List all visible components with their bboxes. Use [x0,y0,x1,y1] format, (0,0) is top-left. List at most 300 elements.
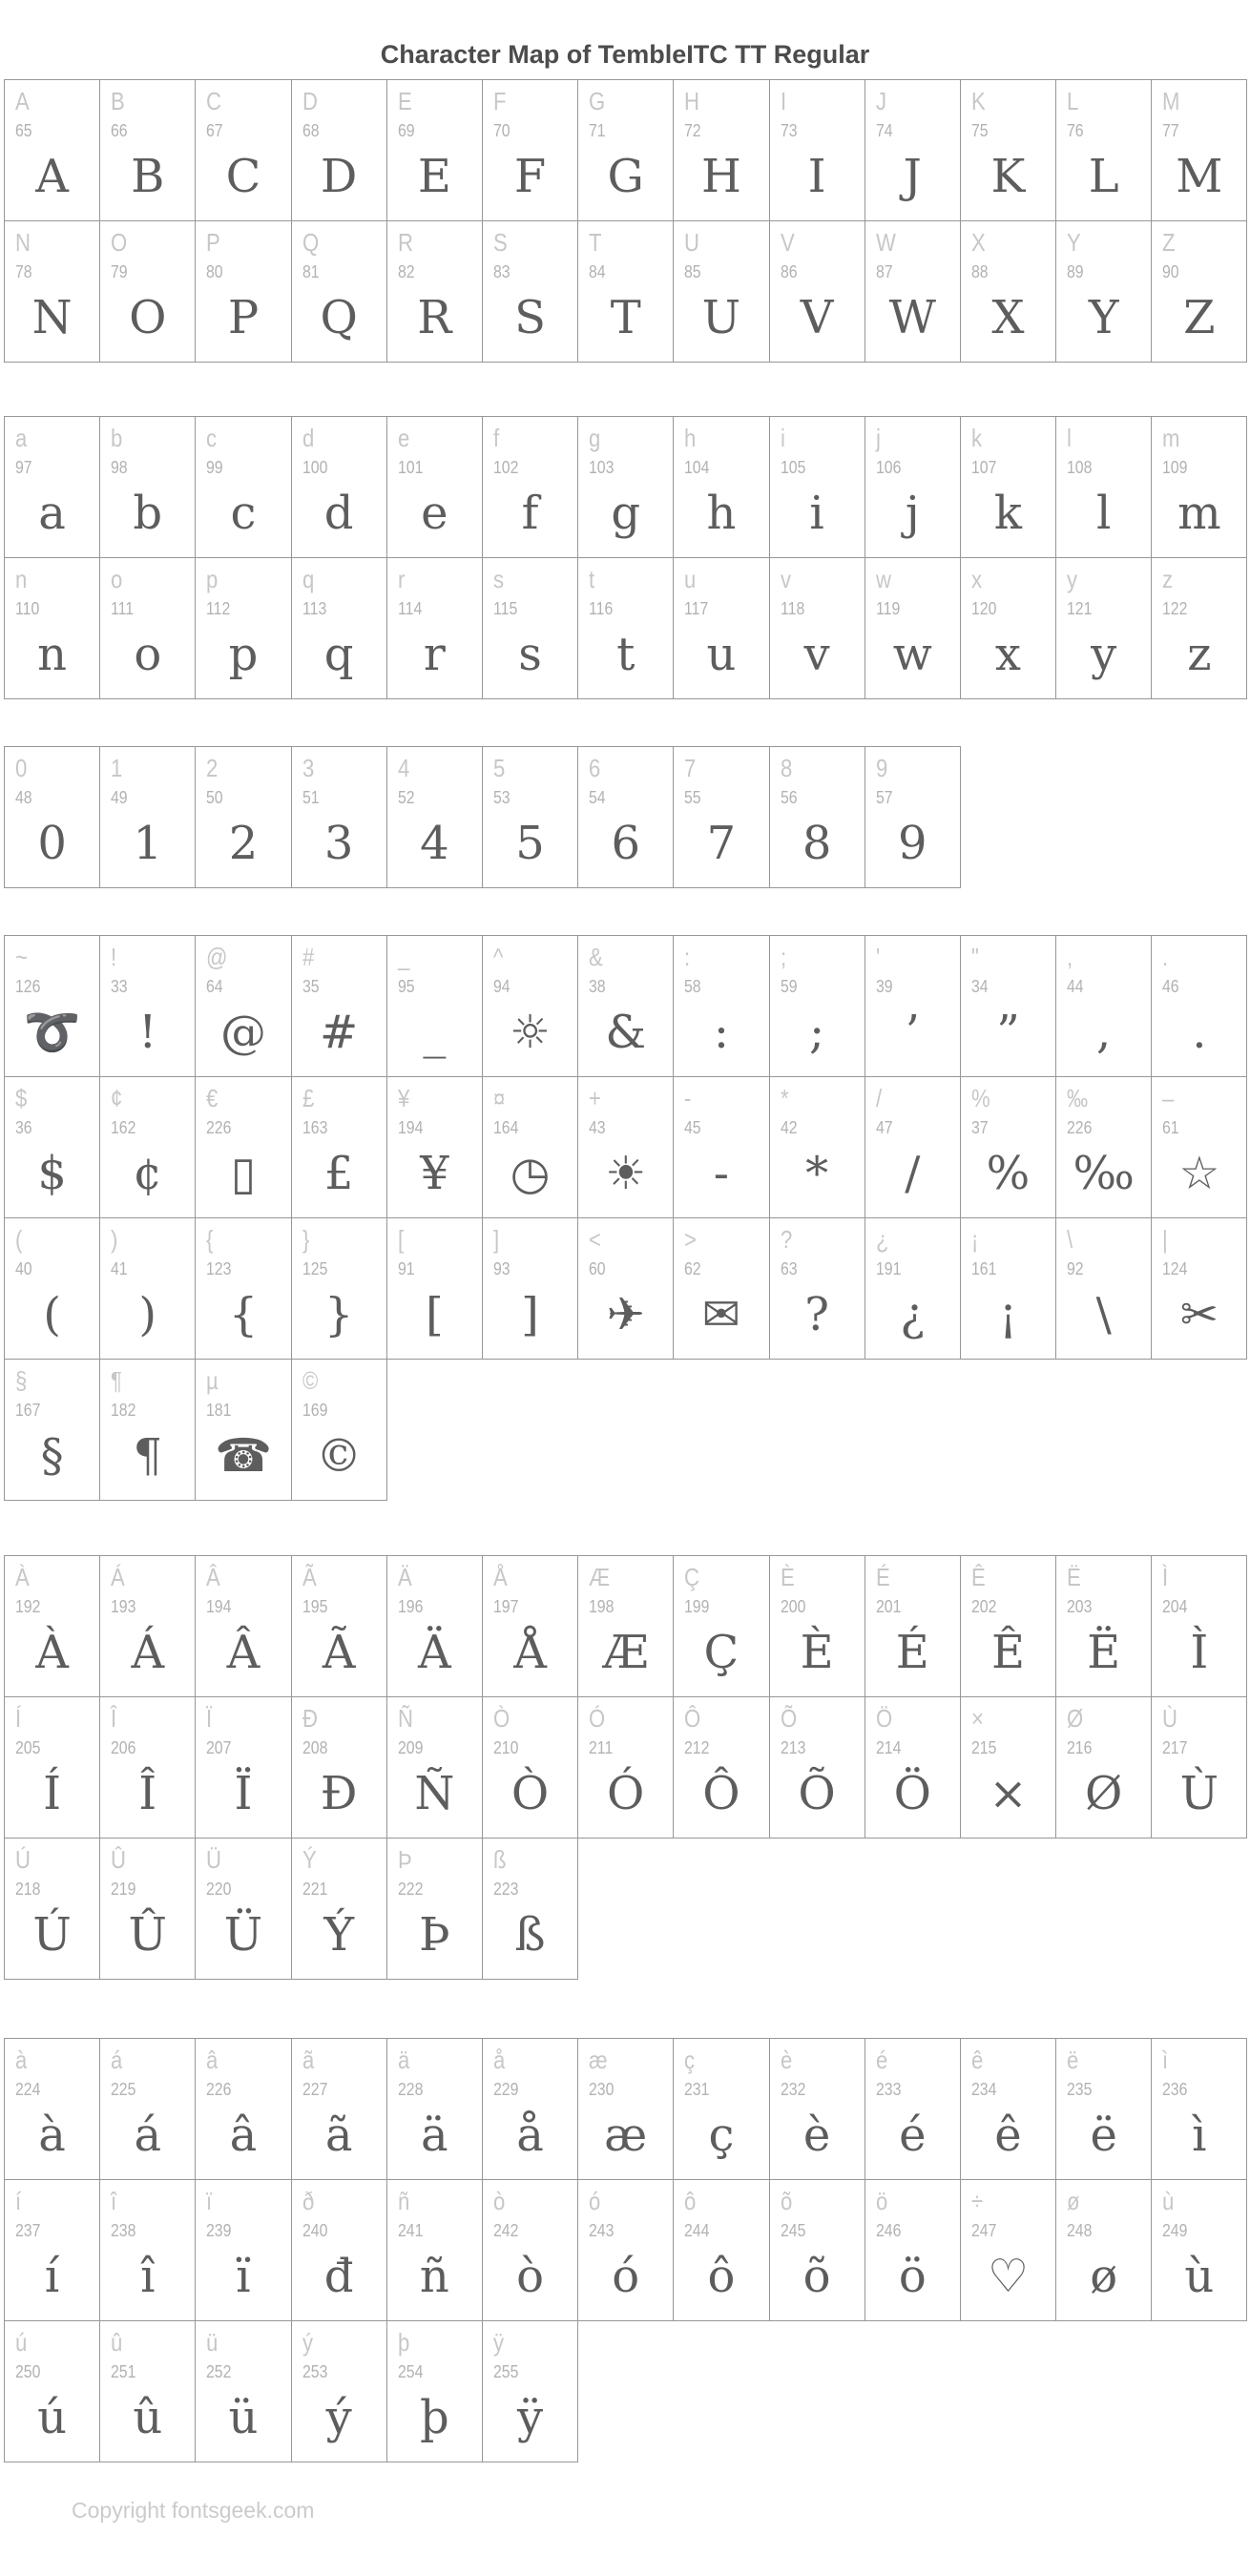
char-label: w [875,565,891,593]
char-glyph: ? [804,1287,829,1341]
char-cell [770,1697,865,1839]
char-glyph: v [803,627,830,681]
char-label: ô [684,2187,697,2215]
char-glyph: p [228,627,259,681]
char-glyph: î [140,2249,156,2303]
char-glyph: $ [37,1146,67,1200]
char-cell [5,80,100,221]
char-code: 93 [492,1259,510,1278]
char-glyph: ( [43,1287,61,1341]
char-cell [770,1556,865,1697]
char-glyph: % [986,1146,1031,1200]
char-glyph: M [1176,149,1223,203]
char-label: û [111,2328,123,2357]
char-cell [770,558,865,699]
char-glyph: ¢ [133,1146,163,1200]
char-cell [100,747,196,888]
char-glyph: i [809,486,824,540]
char-glyph: Ù [1179,1766,1219,1820]
char-cell [5,747,100,888]
char-cell [674,221,769,363]
char-label: j [875,424,881,452]
char-label: Å [492,1563,508,1591]
char-cell [578,747,674,888]
char-cell [1056,80,1152,221]
char-code: 226 [1067,1118,1093,1137]
char-glyph: K [990,149,1026,203]
char-glyph: Å [513,1625,547,1679]
char-glyph: S [514,290,546,344]
char-row [4,747,961,888]
char-cell [674,2039,769,2180]
char-code: 95 [397,977,415,996]
char-label: ß [492,1845,507,1874]
char-code: 37 [970,1118,989,1137]
char-label: Æ [589,1563,611,1591]
char-code: 236 [1162,2080,1188,2099]
char-glyph: A [35,149,69,203]
char-label: 9 [875,754,887,782]
char-label: ý [302,2328,313,2357]
char-label: / [875,1084,882,1112]
char-label: Ñ [397,1704,413,1733]
char-code: 120 [970,599,997,618]
char-code: 113 [302,599,326,618]
char-cell [292,1556,387,1697]
char-cell [674,417,769,558]
char-code: 210 [492,1738,519,1757]
char-label: ~ [15,943,28,971]
char-code: 163 [302,1118,328,1137]
char-label: 4 [397,754,410,782]
char-code: 105 [780,458,805,477]
char-cell [865,2039,961,2180]
char-glyph: X [991,290,1025,344]
char-row [4,80,1247,221]
char-cell [1152,558,1247,699]
char-label: e [397,424,410,452]
char-cell [483,1697,578,1839]
char-code: 114 [397,599,423,618]
char-code: 243 [589,2221,615,2240]
char-code: 76 [1067,121,1084,140]
char-glyph: 0 [37,816,67,870]
char-cell [5,1077,100,1218]
char-label: £ [302,1084,314,1112]
char-glyph: ß [514,1907,546,1962]
char-label: _ [397,943,410,971]
char-label: Ö [875,1704,892,1733]
char-label: o [111,565,123,593]
char-code: 104 [684,458,710,477]
char-cell [483,558,578,699]
char-cell [292,747,387,888]
char-row [4,2180,1247,2321]
char-label: n [15,565,28,593]
char-label: ÿ [492,2328,504,2357]
char-label: C [206,87,222,115]
char-code: 191 [875,1259,902,1278]
char-cell [196,2321,291,2462]
char-glyph: b [133,486,163,540]
char-label: Ã [302,1563,317,1591]
char-code: 202 [970,1597,997,1616]
char-label: z [1162,565,1174,593]
char-code: 48 [15,788,32,807]
char-code: 244 [684,2221,710,2240]
char-glyph: # [320,1005,359,1059]
char-cell [770,417,865,558]
char-cell [578,1077,674,1218]
char-cell [578,936,674,1077]
char-code: 204 [1162,1597,1188,1616]
char-label: - [684,1084,692,1112]
char-cell [292,1697,387,1839]
char-cell [100,936,196,1077]
char-cell [1056,1556,1152,1697]
char-code: 35 [302,977,320,996]
char-glyph: f [521,486,539,540]
char-label: × [970,1704,984,1733]
char-label: Ë [1067,1563,1081,1591]
char-glyph: J [903,149,922,203]
char-label: U [684,228,700,257]
char-label: Z [1162,228,1176,257]
charmap-block-lowercase [4,416,1247,699]
char-label: i [780,424,785,452]
char-label: Ä [397,1563,412,1591]
char-code: 212 [684,1738,710,1757]
char-label: k [970,424,982,452]
char-code: 222 [397,1880,424,1899]
char-glyph: ♡ [987,2249,1029,2303]
char-glyph: ý [325,2390,352,2444]
char-glyph: â [229,2108,258,2162]
char-label: l [1067,424,1072,452]
char-code: 101 [397,458,424,477]
char-cell [961,1556,1056,1697]
char-label: – [1162,1084,1175,1112]
char-glyph: 4 [420,816,449,870]
char-glyph: Í [43,1766,62,1820]
char-glyph: u [706,627,737,681]
char-code: 39 [875,977,893,996]
char-cell [387,558,483,699]
char-cell [100,1077,196,1218]
char-glyph: e [421,486,448,540]
char-cell [1152,2180,1247,2321]
char-row [4,2039,1247,2180]
char-cell [292,2180,387,2321]
char-code: 247 [970,2221,997,2240]
char-code: 97 [15,458,32,477]
char-code: 232 [780,2080,805,2099]
char-code: 65 [15,121,32,140]
char-label: ï [206,2187,213,2215]
char-code: 224 [15,2080,41,2099]
char-cell [770,1218,865,1360]
char-cell [770,1077,865,1218]
char-code: 73 [780,121,798,140]
char-cell [196,2039,291,2180]
char-code: 246 [875,2221,902,2240]
char-glyph: w [892,627,932,681]
char-label: É [875,1563,890,1591]
char-glyph: o [134,627,162,681]
char-code: 233 [875,2080,902,2099]
char-glyph: Ã [322,1625,356,1679]
char-label: X [970,228,986,257]
char-code: 214 [875,1738,902,1757]
charmap-block-lowercase-accented [4,2038,1247,2462]
char-code: 49 [111,788,128,807]
char-glyph: ä [421,2108,448,2162]
char-cell [770,936,865,1077]
char-label: K [970,87,986,115]
char-label: ç [684,2046,696,2074]
char-glyph: ! [138,1005,157,1059]
char-code: 220 [206,1880,232,1899]
char-code: 82 [397,262,415,281]
char-label: µ [206,1366,219,1395]
char-cell [292,1218,387,1360]
char-label: : [684,943,691,971]
char-cell [1056,221,1152,363]
char-cell [865,747,961,888]
char-code: 215 [970,1738,997,1757]
char-label: ¿ [875,1225,889,1254]
char-glyph: ô [707,2249,736,2303]
char-label: ð [302,2187,314,2215]
char-code: 161 [970,1259,997,1278]
char-cell [5,2321,100,2462]
char-cell [292,80,387,221]
char-label: ë [1067,2046,1079,2074]
char-glyph: ø [1090,2249,1118,2303]
char-label: % [970,1084,990,1112]
char-label: Ê [970,1563,986,1591]
char-cell [100,417,196,558]
char-glyph: ¡ [998,1287,1018,1341]
char-code: 182 [111,1401,136,1420]
char-label: Ó [589,1704,606,1733]
char-label: c [206,424,218,452]
char-code: 226 [206,2080,232,2099]
char-cell [5,221,100,363]
char-code: 240 [302,2221,328,2240]
char-label: y [1067,565,1078,593]
char-cell [674,1697,769,1839]
char-glyph: g [611,486,641,540]
char-code: 61 [1162,1118,1179,1137]
char-label: ù [1162,2187,1175,2215]
char-glyph: c [230,486,257,540]
char-cell [1152,2039,1247,2180]
char-cell [292,417,387,558]
char-cell [387,936,483,1077]
char-code: 41 [111,1259,128,1278]
char-glyph: H [700,149,741,203]
char-cell [483,1839,578,1980]
char-label: b [111,424,123,452]
char-glyph: Û [128,1907,167,1962]
char-label: ò [492,2187,506,2215]
char-code: 68 [302,121,320,140]
char-glyph: ¥ [420,1146,449,1200]
char-glyph: s [518,627,542,681]
char-glyph: ✉ [701,1287,741,1341]
char-label: A [15,87,30,115]
char-label: g [589,424,601,452]
char-code: 108 [1067,458,1093,477]
char-cell [483,2180,578,2321]
char-glyph: ë [1090,2108,1117,2162]
char-glyph: : [713,1005,729,1059]
char-cell [578,417,674,558]
char-glyph: ✈ [606,1287,645,1341]
char-cell [387,2039,483,2180]
char-cell [1056,1697,1152,1839]
char-cell [196,417,291,558]
char-code: 78 [15,262,32,281]
char-label: N [15,228,31,257]
char-code: 217 [1162,1738,1188,1757]
char-label: Á [111,1563,125,1591]
char-label: È [780,1563,795,1591]
char-row [4,1360,1247,1501]
char-label: x [970,565,982,593]
char-glyph: 8 [802,816,832,870]
char-glyph: 2 [228,816,259,870]
char-label: Ù [1162,1704,1178,1733]
char-code: 92 [1067,1259,1084,1278]
char-code: 122 [1162,599,1188,618]
char-cell [578,1556,674,1697]
char-code: 52 [397,788,415,807]
char-label: m [1162,424,1180,452]
char-glyph: Þ [419,1907,450,1962]
char-glyph: õ [802,2249,831,2303]
char-cell [387,1697,483,1839]
char-label: Ô [684,1704,701,1733]
char-code: 80 [206,262,224,281]
char-cell [196,2180,291,2321]
char-code: 162 [111,1118,136,1137]
char-code: 198 [589,1597,615,1616]
char-cell [1152,417,1247,558]
char-label: ì [1162,2046,1169,2074]
char-code: 199 [684,1597,710,1616]
char-row [4,936,1247,1077]
char-cell [1056,936,1152,1077]
char-code: 77 [1162,121,1179,140]
char-cell [865,1697,961,1839]
charmap-block-digits [4,746,961,888]
char-glyph: ▯ [230,1146,257,1200]
char-glyph: 1 [133,816,163,870]
char-code: 121 [1067,599,1093,618]
char-glyph: @ [219,1005,266,1059]
char-glyph: å [516,2108,544,2162]
char-label: 7 [684,754,697,782]
char-code: 79 [111,262,128,281]
char-code: 72 [684,121,701,140]
char-cell [483,1218,578,1360]
char-glyph: a [38,486,66,540]
char-label: Î [111,1704,117,1733]
char-glyph: ¶ [133,1428,163,1483]
charmap-block-uppercase [4,79,1247,363]
char-cell [387,1839,483,1980]
char-glyph: À [35,1625,69,1679]
char-row [4,558,1247,699]
char-code: 60 [589,1259,606,1278]
char-code: 125 [302,1259,328,1278]
char-label: Y [1067,228,1081,257]
char-glyph: Ç [703,1625,740,1679]
char-glyph: _ [423,1005,447,1059]
char-glyph: ã [324,2108,353,2162]
char-code: 235 [1067,2080,1093,2099]
char-code: 44 [1067,977,1084,996]
char-cell [5,558,100,699]
char-code: 126 [15,977,41,996]
char-label: r [397,565,406,593]
char-label: Ç [684,1563,700,1591]
char-glyph: þ [419,2390,449,2444]
char-label: Ú [15,1845,31,1874]
char-cell [100,1697,196,1839]
char-code: 206 [111,1738,136,1757]
char-cell [483,2039,578,2180]
char-label: } [302,1225,309,1254]
char-label: * [780,1084,789,1112]
char-label: € [206,1084,219,1112]
char-label: õ [780,2187,792,2215]
char-glyph: É [895,1625,929,1679]
char-cell [770,2180,865,2321]
char-cell [196,936,291,1077]
char-cell [5,1839,100,1980]
char-label: T [589,228,602,257]
char-cell [483,221,578,363]
char-code: 124 [1162,1259,1188,1278]
char-code: 226 [206,1118,232,1137]
char-label: I [780,87,786,115]
char-code: 167 [15,1401,41,1420]
char-cell [865,221,961,363]
char-code: 253 [302,2362,328,2381]
char-glyph: ü [228,2390,259,2444]
char-cell [961,558,1056,699]
char-cell [674,1218,769,1360]
char-label: ? [780,1225,792,1254]
char-label: u [684,565,697,593]
char-label: í [15,2187,22,2215]
char-cell [1152,1697,1247,1839]
char-label: d [302,424,314,452]
char-label: ; [780,943,786,971]
char-glyph: Ñ [414,1766,455,1820]
char-code: 225 [111,2080,136,2099]
char-code: 85 [684,262,701,281]
char-cell [100,1360,196,1501]
char-glyph: đ [323,2249,354,2303]
char-glyph: U [701,290,741,344]
char-label: ^ [492,943,504,971]
char-code: 64 [206,977,224,996]
char-code: 89 [1067,262,1084,281]
